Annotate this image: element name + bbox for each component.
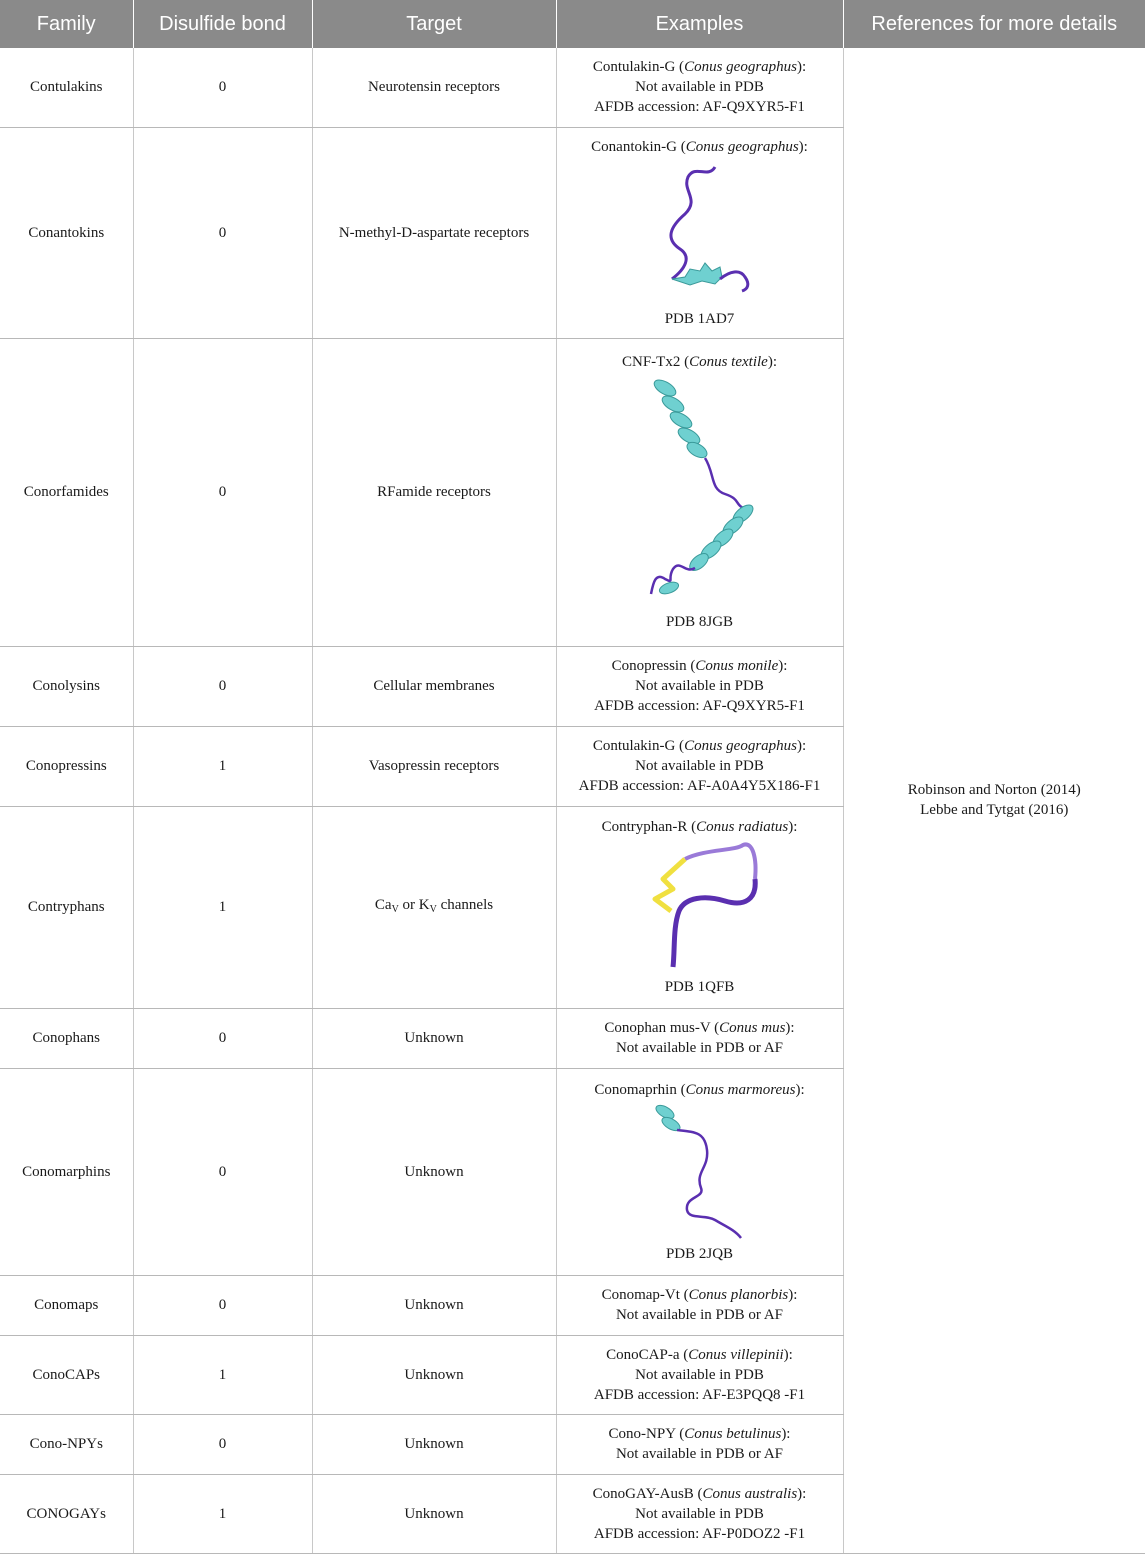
example-title: Conomap-Vt (Conus planorbis):	[601, 1287, 798, 1303]
header-disulfide: Disulfide bond	[133, 0, 312, 48]
disulfide-cell: 1	[133, 806, 312, 1008]
family-cell: ConoCAPs	[0, 1335, 133, 1414]
example-title: Conopressin (Conus monile):	[611, 658, 788, 674]
protein-structure-image	[635, 1102, 765, 1242]
target-cell: Unknown	[312, 1474, 556, 1553]
protein-structure-image	[630, 159, 770, 307]
example-pdb-status: Not available in PDB	[635, 1505, 764, 1522]
target-cell: $Ca_V$ or $K_V$ channels	[312, 806, 556, 1008]
family-cell: Cono-NPYs	[0, 1414, 133, 1474]
target-cell: Unknown	[312, 1008, 556, 1068]
family-cell: CONOGAYs	[0, 1474, 133, 1553]
protein-structure-image	[625, 839, 775, 975]
example-cell	[556, 1474, 843, 1553]
structure-caption: PDB 1AD7	[664, 310, 735, 327]
example-pdb-status: Not available in PDB	[635, 678, 764, 694]
target-cell: Unknown	[312, 1335, 556, 1414]
disulfide-cell: 1	[133, 726, 312, 806]
disulfide-cell: 0	[133, 338, 312, 646]
family-cell: Conomaps	[0, 1275, 133, 1335]
example-afdb-accession: AFDB accession: AF-E3PQQ8 -F1	[593, 1386, 806, 1403]
structure-caption: PDB 2JQB	[665, 1245, 734, 1262]
reference-2: Lebbe and Tytgat (2016)	[920, 802, 1069, 819]
target-cell: Vasopressin receptors	[312, 726, 556, 806]
target-cell: Unknown	[312, 1275, 556, 1335]
example-cell	[556, 1414, 843, 1474]
target-cell: Unknown	[312, 1414, 556, 1474]
family-cell: Conolysins	[0, 646, 133, 726]
disulfide-cell: 0	[133, 646, 312, 726]
example-pdb-status: Not available in PDB or AF	[615, 1307, 784, 1323]
example-title: ConoGAY-AusB (Conus australis):	[592, 1485, 807, 1502]
target-cell: Cellular membranes	[312, 646, 556, 726]
structure-caption: PDB 1QFB	[664, 979, 735, 995]
example-pdb-status: Not available in PDB or AF	[615, 1040, 784, 1056]
disulfide-cell: 0	[133, 48, 312, 127]
family-cell: Contulakins	[0, 48, 133, 127]
references-cell	[843, 48, 1145, 1553]
example-title: Conophan mus-V (Conus mus):	[604, 1020, 795, 1036]
family-cell: Conantokins	[0, 127, 133, 338]
disulfide-cell: 0	[133, 1275, 312, 1335]
example-cell	[556, 1275, 843, 1335]
disulfide-cell: 0	[133, 1414, 312, 1474]
header-references: References for more details	[843, 0, 1145, 48]
target-cell: Neurotensin receptors	[312, 48, 556, 127]
example-afdb-accession: AFDB accession: AF-Q9XYR5-F1	[594, 99, 805, 116]
example-title: Contulakin-G (Conus geographus):	[592, 59, 807, 76]
target-cell: Unknown	[312, 1068, 556, 1275]
family-cell: Conophans	[0, 1008, 133, 1068]
example-cell	[556, 48, 843, 127]
example-afdb-accession: AFDB accession: AF-Q9XYR5-F1	[594, 698, 805, 714]
example-title: CNF-Tx2 (Conus textile):	[621, 354, 777, 370]
family-cell: Conopressins	[0, 726, 133, 806]
example-title: Conomaprhin (Conus marmoreus):	[594, 1081, 805, 1098]
example-afdb-accession: AFDB accession: AF-P0DOZ2 -F1	[593, 1525, 806, 1542]
example-cell	[556, 1068, 843, 1275]
example-title: Cono-NPY (Conus betulinus):	[608, 1426, 791, 1442]
example-title: ConoCAP-a (Conus villepinii):	[606, 1346, 793, 1363]
disulfide-cell: 0	[133, 1008, 312, 1068]
example-cell	[556, 127, 843, 338]
example-afdb-accession: AFDB accession: AF-A0A4Y5X186-F1	[578, 778, 821, 794]
example-cell	[556, 726, 843, 806]
family-cell: Conomarphins	[0, 1068, 133, 1275]
example-cell	[556, 806, 843, 1008]
example-pdb-status: Not available in PDB or AF	[615, 1446, 784, 1462]
header-family: Family	[0, 0, 133, 48]
example-cell	[556, 1335, 843, 1414]
protein-structure-image	[625, 374, 775, 610]
target-cell: RFamide receptors	[312, 338, 556, 646]
example-cell	[556, 1008, 843, 1068]
target-cell: N-methyl-D-aspartate receptors	[312, 127, 556, 338]
example-title: Contryphan-R (Conus radiatus):	[601, 819, 798, 835]
reference-1: Robinson and Norton (2014)	[907, 782, 1081, 799]
example-pdb-status: Not available in PDB	[635, 758, 764, 774]
family-cell: Contryphans	[0, 806, 133, 1008]
family-cell: Conorfamides	[0, 338, 133, 646]
example-pdb-status: Not available in PDB	[635, 1366, 764, 1383]
example-cell	[556, 646, 843, 726]
disulfide-cell: 0	[133, 127, 312, 338]
disulfide-cell: 0	[133, 1068, 312, 1275]
header-examples: Examples	[556, 0, 843, 48]
table-row	[0, 48, 1145, 127]
example-pdb-status: Not available in PDB	[635, 79, 764, 96]
header-target: Target	[312, 0, 556, 48]
example-title: Conantokin-G (Conus geographus):	[591, 138, 808, 155]
disulfide-cell: 1	[133, 1335, 312, 1414]
structure-caption: PDB 8JGB	[665, 614, 734, 630]
disulfide-cell: 1	[133, 1474, 312, 1553]
example-title: Contulakin-G (Conus geographus):	[592, 738, 807, 754]
header-row	[0, 0, 1145, 48]
example-cell	[556, 338, 843, 646]
